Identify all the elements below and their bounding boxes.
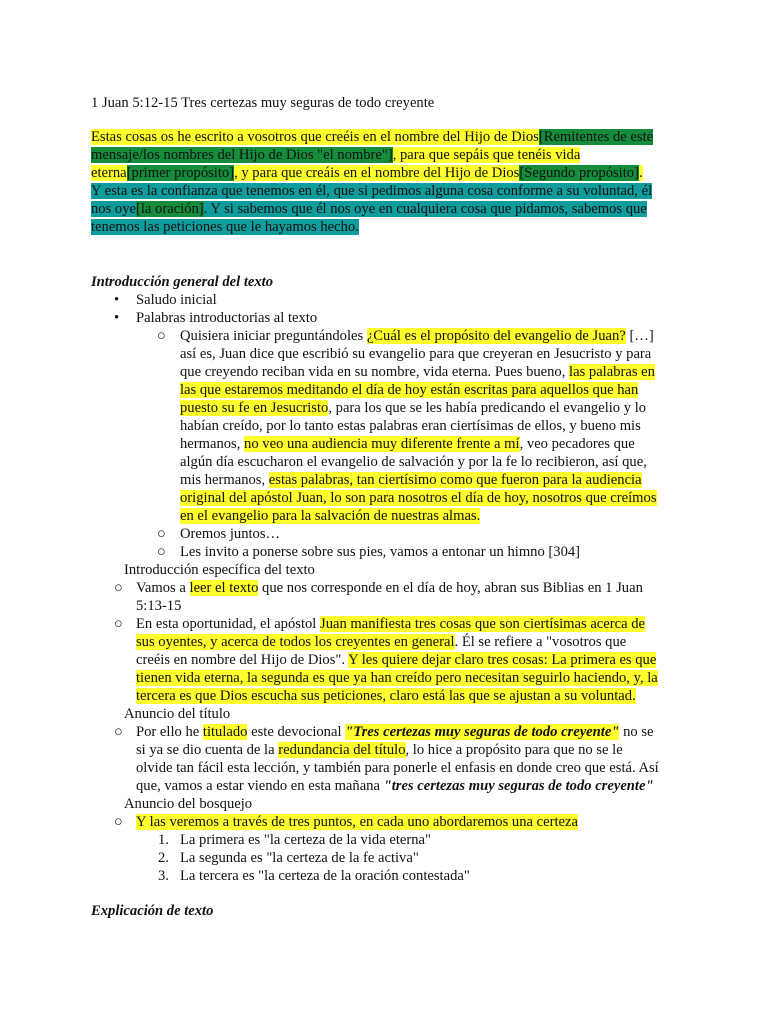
circle-marker: ○ bbox=[114, 814, 123, 830]
highlight-yellow: , y para que creáis en el nombre del Hijo de Dios bbox=[234, 165, 520, 181]
highlight-yellow: ¿Cuál es el propósito del evangelio de Juan? bbox=[366, 328, 626, 344]
highlight-yellow: , para que sepáis que tenéis vida bbox=[392, 147, 581, 163]
list-item: Saludo inicial bbox=[136, 292, 217, 308]
highlight-yellow: tercera es que Dios escucha sus peticiones, claro está las que se ajustan a su voluntad. bbox=[136, 688, 636, 704]
annotation-green: [Segundo propósito] bbox=[519, 165, 639, 181]
highlight-yellow: las palabras en bbox=[569, 364, 655, 380]
highlight-yellow: original del apóstol Juan, lo son para nosotros el día de hoy, nosotros que creímos bbox=[180, 490, 657, 506]
list-item: Les invito a ponerse sobre sus pies, vamos a entonar un himno [304] bbox=[180, 544, 581, 560]
highlight-yellow: no veo una audiencia muy diferente frente a mí bbox=[244, 436, 520, 452]
document-title: 1 Juan 5:12-15 Tres certezas muy seguras de todo creyente bbox=[91, 95, 435, 111]
list-item: Palabras introductorias al texto bbox=[136, 310, 318, 326]
highlight-yellow: las que estaremos meditando el día de hoy están escritas para aquellos que han bbox=[180, 382, 639, 398]
outline-item: La primera es "la certeza de la vida eterna" bbox=[180, 832, 431, 848]
list-number: 1. bbox=[158, 832, 169, 848]
passage-line bbox=[91, 128, 653, 146]
annotation-green: [la oración] bbox=[136, 201, 204, 217]
highlight-yellow: puesto su fe en Jesucristo bbox=[180, 400, 329, 416]
circle-marker: ○ bbox=[157, 544, 166, 560]
circle-marker: ○ bbox=[114, 724, 123, 740]
highlight-yellow: sus oyentes, y acerca de todos los creyentes en general bbox=[136, 634, 455, 650]
highlight-yellow: . bbox=[638, 165, 643, 181]
section-heading-explanation: Explicación de texto bbox=[91, 903, 214, 919]
highlight-yellow: titulado bbox=[202, 724, 248, 740]
section-heading-outline: Anuncio del bosquejo bbox=[124, 796, 253, 812]
outline-intro bbox=[136, 813, 578, 831]
highlight-teal: Y esta es la confianza que tenemos en él, que si pedimos alguna cosa conforme a su voluntad, él bbox=[91, 183, 653, 199]
list-number: 3. bbox=[158, 868, 169, 884]
highlight-teal: tenemos las peticiones que le hayamos hecho. bbox=[91, 219, 359, 235]
highlight-yellow: Estas cosas os he escrito a vosotros que creéis en el nombre del Hijo de Dios bbox=[91, 129, 539, 145]
highlight-teal: nos oye bbox=[91, 201, 136, 217]
outline-item: La tercera es "la certeza de la oración contestada" bbox=[180, 868, 470, 884]
circle-marker: ○ bbox=[157, 328, 166, 344]
passage-line bbox=[91, 200, 647, 218]
document-page: 1 Juan 5:12-15 Tres certezas muy seguras de todo creyente Estas cosas os he escrito a vosotros que creéis en el nombre del Hijo de Dios[Remitentes de este mensaje/los nombres del Hijo de Dios "el nombre"], para que sepáis que tenéis vida eterna[primer propósito], y para que creáis en el nombre del Hijo de Dios[Segundo propósito]. Y esta es la confianza que tenemos en él, que si pedimos alguna cosa conforme a su voluntad, él nos oye[la oración]. Y si sabemos que él nos oye en cualquiera cosa que pidamos, sabemos que tenemos las peticiones que le hayamos hecho. Introducción general del texto • Saludo inicial • Palabras introductorias al texto ○ Quisiera iniciar preguntándoles ¿Cuál es el propósito del evangelio de Juan? […] así es, Juan dice que escribió su evangelio para que creyeran en Jesucristo y para que creyendo reciban vida en su nombre, vida eterna. Pues bueno, las palabras en las que estaremos meditando el día de hoy están escritas para aquellos que han puesto su fe en Jesucristo, para los que se les había predicando el evangelio y lo habían creído, por lo tanto estas palabras eran ciertísimas de ellos, y bueno mis hermanos, no veo una audiencia muy diferente frente a mí, veo pecadores que algún día escucharon el evangelio de salvación y por la fe lo recibieron, así que, mis hermanos, estas palabras, tan ciertísimo como que fueron para la audiencia original del apóstol Juan, lo son para nosotros el día de hoy, nosotros que creímos en el evangelio para la salvación de nuestras almas. ○ Oremos juntos… ○ Les invito a ponerse sobre sus pies, vamos a entonar un himno [304] Introducción específica del texto ○ Vamos a leer el texto que nos corresponde en el día de hoy, abran sus Biblias en 1 Juan 5:13-15 ○ En esta oportunidad, el apóstol Juan manifiesta tres cosas que son ciertísimas acerca de sus oyentes, y acerca de todos los creyentes en general. Él se refiere a "vosotros que creéis en nombre del Hijo de Dios". Y les quiere dejar claro tres cosas: La primera es que tienen vida eterna, la segunda es que ya han creído pero necesitan seguirlo haciendo, y, la tercera es que Dios escucha sus peticiones, claro está las que se ajustan a su voluntad. Anuncio del título ○ Por ello he titulado este devocional "Tres certezas muy seguras de todo creyente" no se si ya se dio cuenta de la redundancia del título, lo hice a propósito para que no se le olvide tan fácil esta lección, y también para ponerle el enfasis en donde creo que está. Así que, vamos a estar viendo en esta mañana "tres certezas muy seguras de todo creyente" Anuncio del bosquejo ○ Y las veremos a través de tres puntos, en cada uno abordaremos una certeza 1. La primera es "la certeza de la vida eterna" 2. La segunda es "la certeza de la fe activa" 3. La tercera es "la certeza de la oración contestada" Explicación de texto bbox=[91, 95, 659, 919]
passage-line bbox=[91, 182, 652, 200]
circle-marker: ○ bbox=[114, 580, 123, 596]
highlight-yellow: Y las veremos a través de tres puntos, en cada uno abordaremos una certeza bbox=[136, 814, 578, 830]
outline-item: La segunda es "la certeza de la fe activa" bbox=[180, 850, 419, 866]
section-heading-intro-general: Introducción general del texto bbox=[91, 274, 274, 290]
passage-line bbox=[91, 164, 643, 182]
annotation-green: [Remitentes de este bbox=[538, 129, 654, 145]
highlight-yellow: leer el texto bbox=[189, 580, 259, 596]
list-number: 2. bbox=[158, 850, 169, 866]
annotation-green: [primer propósito] bbox=[126, 165, 235, 181]
list-item: Oremos juntos… bbox=[180, 526, 281, 542]
section-heading-title-announcement: Anuncio del título bbox=[124, 706, 231, 722]
bullet-marker: • bbox=[114, 292, 120, 308]
section-heading-intro-specific: Introducción específica del texto bbox=[124, 562, 315, 578]
highlight-yellow: tienen vida eterna, la segunda es que ya han creído pero necesitan seguirlo haciendo, y, la bbox=[136, 670, 658, 686]
highlight-yellow: Juan manifiesta tres cosas que son ciertísimas acerca de bbox=[320, 616, 646, 632]
bullet-marker: • bbox=[114, 310, 120, 326]
annotation-green: mensaje/los nombres del Hijo de Dios "el nombre"] bbox=[91, 147, 393, 163]
highlight-teal: . Y si sabemos que él nos oye en cualquiera cosa que pidamos, sabemos que bbox=[203, 201, 647, 217]
passage-line bbox=[91, 218, 359, 236]
highlight-yellow: "Tres certezas muy seguras de todo creyente" bbox=[345, 724, 620, 740]
passage-line bbox=[91, 146, 580, 164]
circle-marker: ○ bbox=[157, 526, 166, 542]
highlight-yellow: eterna bbox=[91, 165, 127, 181]
highlight-yellow: Y les quiere dejar claro tres cosas: La primera es que bbox=[348, 652, 657, 668]
highlight-yellow: estas palabras, tan ciertísimo como que fueron para la audiencia bbox=[268, 472, 642, 488]
circle-marker: ○ bbox=[114, 616, 123, 632]
highlight-yellow: en el evangelio para la salvación de nuestras almas. bbox=[180, 508, 481, 524]
highlight-yellow: redundancia del título bbox=[278, 742, 406, 758]
